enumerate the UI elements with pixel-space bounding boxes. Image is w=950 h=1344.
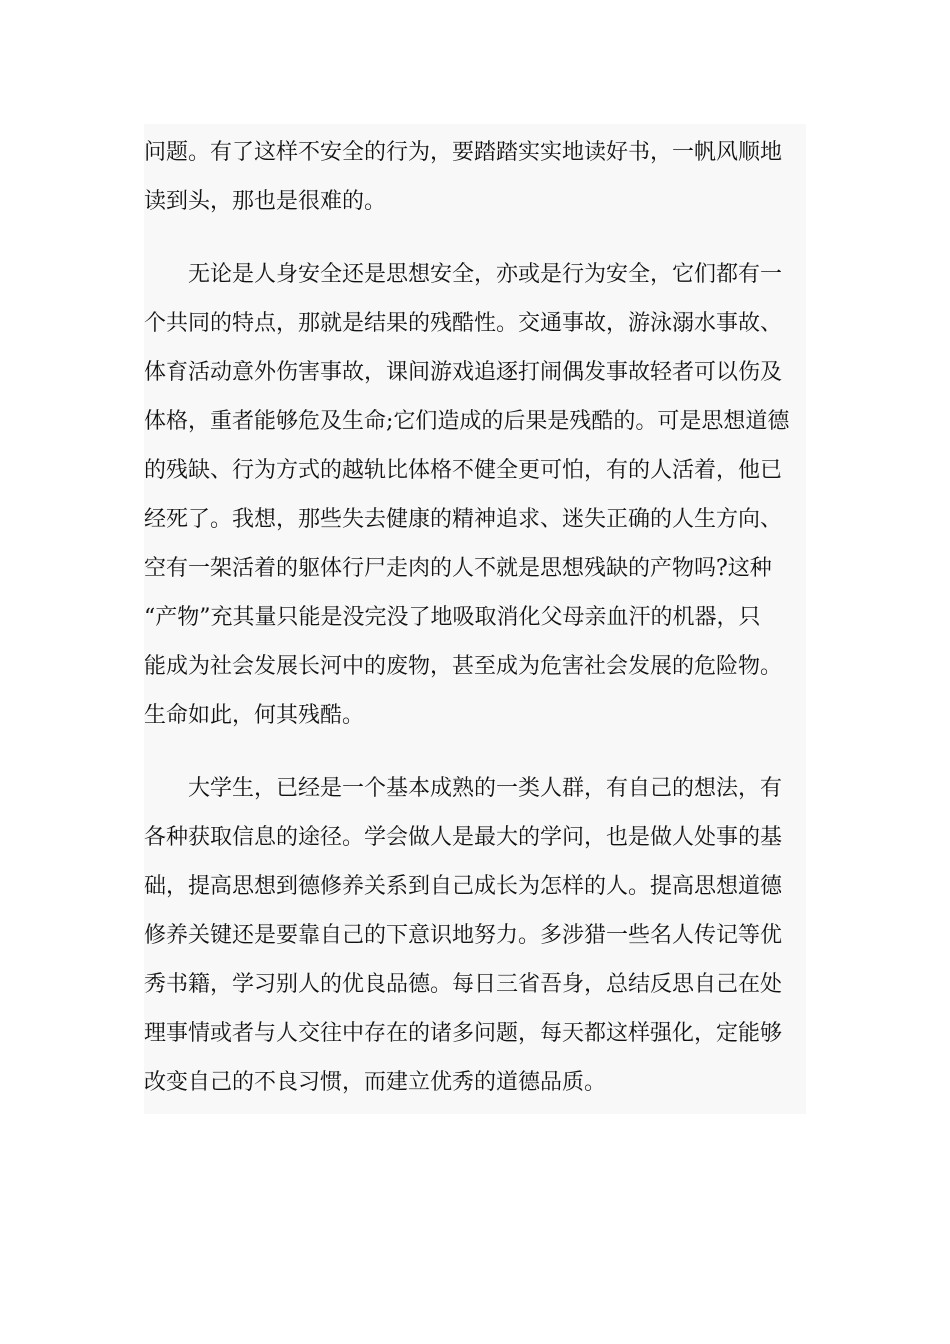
text-line: 础，提高思想到德修养关系到自己成长为怎样的人。提高思想道德 [144,874,783,899]
text-line: 秀书籍，学习别人的优良品德。每日三省吾身，总结反思自己在处 [144,972,783,997]
text-line: 无论是人身安全还是思想安全，亦或是行为安全，它们都有一 [188,262,783,287]
text-line: 大学生，已经是一个基本成熟的一类人群，有自己的想法，有 [188,776,783,801]
text-line: 各种获取信息的途径。学会做人是最大的学问，也是做人处事的基 [144,825,783,850]
text-line: 体育活动意外伤害事故，课间游戏追逐打闹偶发事故轻者可以伤及 [144,360,783,385]
text-line: 空有一架活着的躯体行尸走肉的人不就是思想残缺的产物吗?这种 [144,556,772,581]
text-line: 理事情或者与人交往中存在的诸多问题，每天都这样强化，定能够 [144,1021,783,1046]
text-line: 修养关键还是要靠自己的下意识地努力。多涉猎一些名人传记等优 [144,923,783,948]
text-line: 读到头，那也是很难的。 [144,189,387,214]
text-line: “产物”充其量只能是没完没了地吸取消化父母亲血汗的机器，只 [144,605,761,630]
text-line: 的残缺、行为方式的越轨比体格不健全更可怕，有的人活着，他已 [144,458,783,483]
text-block [144,124,806,1114]
text-line: 能成为社会发展长河中的废物，甚至成为危害社会发展的危险物。 [144,654,783,679]
text-line: 改变自己的不良习惯，而建立优秀的道德品质。 [144,1070,607,1095]
text-line: 经死了。我想，那些失去健康的精神追求、迷失正确的人生方向、 [144,507,783,532]
text-line: 个共同的特点，那就是结果的残酷性。交通事故，游泳溺水事故、 [144,311,783,336]
text-line: 生命如此，何其残酷。 [144,703,365,728]
text-line: 体格，重者能够危及生命;它们造成的后果是残酷的。可是思想道德 [144,409,790,434]
text-line: 问题。有了这样不安全的行为，要踏踏实实地读好书，一帆风顺地 [144,140,783,165]
